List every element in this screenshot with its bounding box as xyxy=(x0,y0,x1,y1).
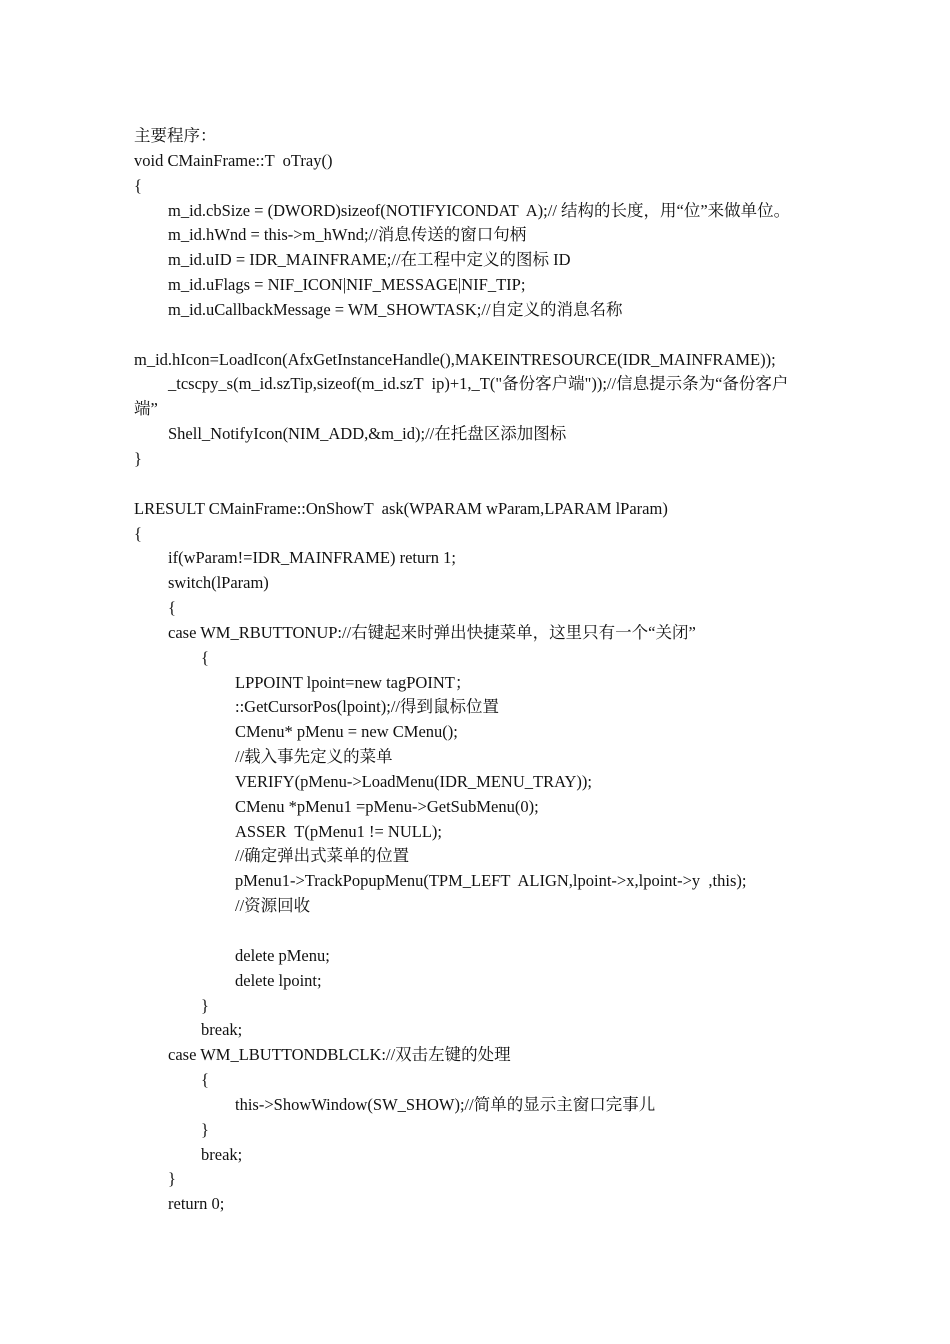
code-line: if(wParam!=IDR_MAINFRAME) return 1; xyxy=(168,548,456,568)
code-line: ::GetCursorPos(lpoint);//得到鼠标位置 xyxy=(235,697,499,717)
code-line: } xyxy=(201,995,209,1015)
code-line: { xyxy=(134,523,142,543)
code-line: } xyxy=(134,448,142,468)
blank-line xyxy=(134,919,824,944)
code-line: Shell_NotifyIcon(NIM_ADD,&m_id);//在托盘区添加图标 xyxy=(168,424,567,444)
code-line: VERIFY(pMenu->LoadMenu(IDR_MENU_TRAY)); xyxy=(235,771,592,791)
code-line: break; xyxy=(201,1020,243,1040)
code-line: case WM_RBUTTONUP://右键起来时弹出快捷菜单，这里只有一个“关闭” xyxy=(168,622,696,642)
code-line: ASSER T(pMenu1 != NULL); xyxy=(235,821,442,841)
code-line: m_id.cbSize = (DWORD)sizeof(NOTIFYICONDAT A);// 结构的长度，用“位”来做单位。 xyxy=(168,200,791,220)
code-line: } xyxy=(168,1169,176,1189)
blank-line xyxy=(134,472,824,497)
code-line: m_id.uFlags = NIF_ICON|NIF_MESSAGE|NIF_TIP; xyxy=(168,275,526,295)
code-line: //载入事先定义的菜单 xyxy=(235,747,393,767)
code-line: CMenu *pMenu1 =pMenu->GetSubMenu(0); xyxy=(235,796,539,816)
code-line: m_id.uID = IDR_MAINFRAME;//在工程中定义的图标 ID xyxy=(168,250,571,270)
code-line: 主要程序： xyxy=(134,126,217,145)
code-line: LRESULT CMainFrame::OnShowT ask(WPARAM wParam,LPARAM lParam) xyxy=(134,498,668,518)
code-line: this->ShowWindow(SW_SHOW);//简单的显示主窗口完事儿 xyxy=(235,1094,656,1114)
code-line: return 0; xyxy=(168,1194,225,1214)
blank-line xyxy=(134,323,824,348)
code-line: //资源回收 xyxy=(235,896,311,916)
code-line: m_id.uCallbackMessage = WM_SHOWTASK;//自定义的消息名称 xyxy=(168,299,623,319)
code-line: case WM_LBUTTONDBLCLK://双击左键的处理 xyxy=(168,1045,511,1065)
code-line: _tcscpy_s(m_id.szTip,sizeof(m_id.szT ip)+1,_T("备份客户端"));//信息提示条为“备份客户 xyxy=(168,374,789,394)
code-line: pMenu1->TrackPopupMenu(TPM_LEFT ALIGN,lpoint->x,lpoint->y ,this); xyxy=(235,871,747,891)
code-line: { xyxy=(168,598,176,618)
code-line: m_id.hWnd = this->m_hWnd;//消息传送的窗口句柄 xyxy=(168,225,527,245)
code-line: switch(lParam) xyxy=(168,573,269,593)
code-line: { xyxy=(134,175,142,195)
code-line: LPPOINT lpoint=new tagPOINT； xyxy=(235,672,472,692)
code-line: { xyxy=(201,1070,209,1090)
code-line: break; xyxy=(201,1144,243,1164)
code-line: void CMainFrame::T oTray() xyxy=(134,150,333,170)
code-line: 端” xyxy=(134,399,158,419)
code-line: delete pMenu; xyxy=(235,945,330,965)
code-line: delete lpoint; xyxy=(235,970,322,990)
code-line: } xyxy=(201,1119,209,1139)
code-line: { xyxy=(201,647,209,667)
code-line: m_id.hIcon=LoadIcon(AfxGetInstanceHandle(),MAKEINTRESOURCE(IDR_MAINFRAME)); xyxy=(134,349,776,369)
code-line: CMenu* pMenu = new CMenu(); xyxy=(235,722,458,742)
document-body xyxy=(134,124,824,1217)
code-line: //确定弹出式菜单的位置 xyxy=(235,846,410,866)
